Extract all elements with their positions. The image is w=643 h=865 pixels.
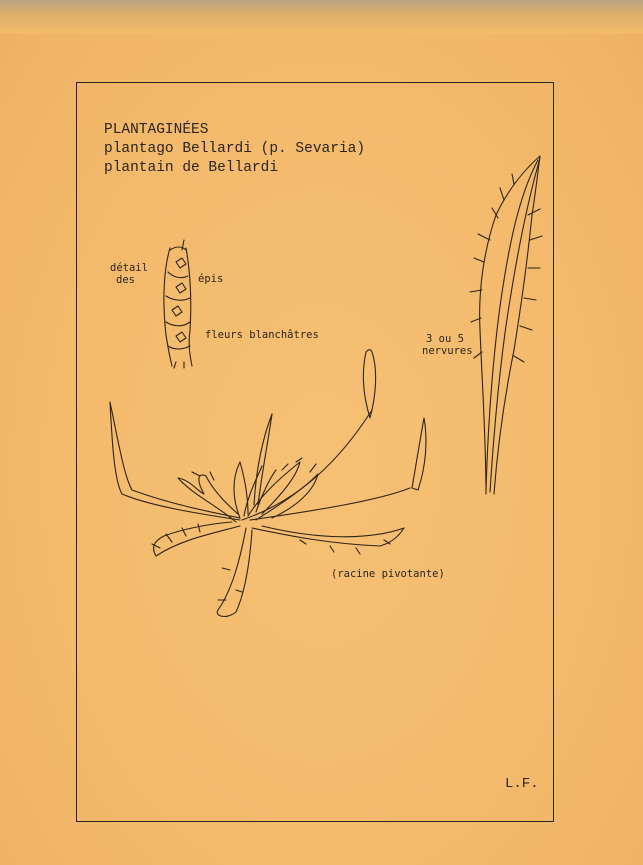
note-nervures-line1: 3 ou 5 [426,333,464,345]
latin-name: plantago Bellardi (p. Sevaria) [104,141,366,157]
single-leaf-drawing [470,156,542,494]
note-nervures-line2: nervures [422,345,473,357]
family-name: PLANTAGINÉES [104,122,209,138]
signature: L.F. [505,776,539,792]
common-name: plantain de Bellardi [104,160,279,176]
note-fleurs: fleurs blanchâtres [205,329,319,341]
rosette-drawing [110,350,426,617]
note-racine: (racine pivotante) [331,568,445,580]
note-epis: épis [198,273,224,285]
note-detail-line1: détail [110,262,148,274]
note-detail-line2: des [116,274,135,286]
spike-detail-drawing [164,240,192,368]
